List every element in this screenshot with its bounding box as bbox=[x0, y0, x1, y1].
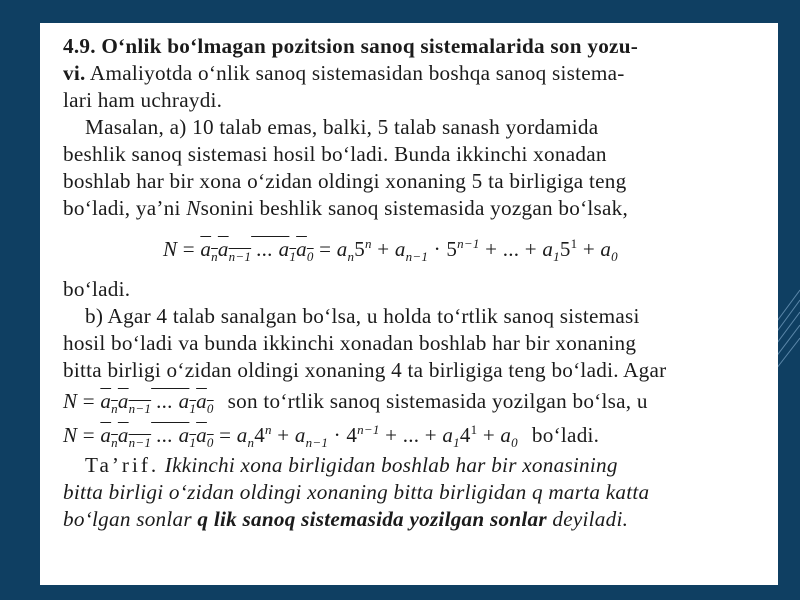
definition-term: q lik sanoq sistemasida yozilgan sonlar bbox=[197, 507, 547, 531]
example-b-line-3: bitta birligi o‘zidan oldingi xonaning 4 ta birligiga teng bo‘ladi. Agar bbox=[63, 358, 667, 382]
example-a-after: bo‘ladi. bbox=[63, 277, 131, 301]
definition-line-2: bitta birligi o‘zidan oldingi xonaning bitta birligidan q marta katta bbox=[63, 480, 650, 504]
formula-base-5: $N = a_na_{n-1}$ ... $a_1a_0 = a_n5^n + a_{n-1} \cdot 5^{n-1}$ + ... + $a_15^1 + a_0$ bbox=[163, 235, 618, 264]
example-b-line-1: b) Agar 4 talab sanalgan bo‘lsa, u holda to‘rtlik sanoq sistemasi bbox=[85, 304, 640, 328]
formula-1-text: son to‘rtlik sanoq sistemasida yozilgan bo‘lsa, u bbox=[227, 388, 648, 413]
formula-2-text: bo‘ladi. bbox=[531, 422, 600, 447]
example-a-line-3: boshlab har bir xona o‘zidan oldingi xonaning 5 ta birligiga teng bbox=[63, 169, 627, 193]
intro-line-2: lari ham uchraydi. bbox=[63, 88, 223, 112]
intro-text-1: Amaliyotda o‘nlik sanoq sistemasidan boshqa sanoq sistema- bbox=[89, 61, 625, 85]
definition-line-1 bbox=[63, 452, 758, 479]
example-a-line-1: Masalan, a) 10 talab emas, balki, 5 talab sanash yordamida bbox=[85, 115, 599, 139]
definition-label: Ta’rif. bbox=[85, 453, 160, 477]
definition-line-3-start: bo‘lgan sonlar bbox=[63, 507, 192, 531]
intro-line-1 bbox=[63, 60, 758, 87]
variable-n: N bbox=[186, 196, 201, 220]
textbook-page bbox=[40, 23, 778, 585]
example-b-line-2: hosil bo‘ladi va bunda ikkinchi xonadan boshlab har bir xonaning bbox=[63, 331, 637, 355]
example-a-line-4-end: sonini beshlik sanoq sistemasida yozgan bo‘lsak, bbox=[200, 196, 629, 220]
section-title: 4.9. O‘nlik bo‘lmagan pozitsion sanoq sistemalarida son yozu- bbox=[63, 34, 639, 58]
example-a-line-4-start: bo‘ladi, ya’ni bbox=[63, 196, 181, 220]
formula-base-4-definition: $N = a_na_{n-1}$ ... $a_1a_0$ son to‘rtlik sanoq sistemasida yozilgan bo‘lsa, u bbox=[63, 388, 648, 416]
example-a-line-2: beshlik sanoq sistemasi hosil bo‘ladi. Bunda ikkinchi xonadan bbox=[63, 142, 607, 166]
formula-base-4-expansion: $N = a_na_{n-1}$ ... $a_1a_0 = a_n4^n + a_{n-1} \cdot 4^{n-1}$ + ... + $a_14^1 + a_0$ bo‘ladi. bbox=[63, 421, 600, 450]
definition-line-3 bbox=[63, 506, 758, 533]
definition-text-1: Ikkinchi xona birligidan boshlab har bir xonasining bbox=[164, 453, 618, 477]
section-title-line bbox=[63, 33, 758, 60]
example-a-line-4 bbox=[63, 195, 758, 222]
section-title-end: vi. bbox=[63, 61, 86, 85]
definition-line-3-end: deyiladi. bbox=[552, 507, 629, 531]
